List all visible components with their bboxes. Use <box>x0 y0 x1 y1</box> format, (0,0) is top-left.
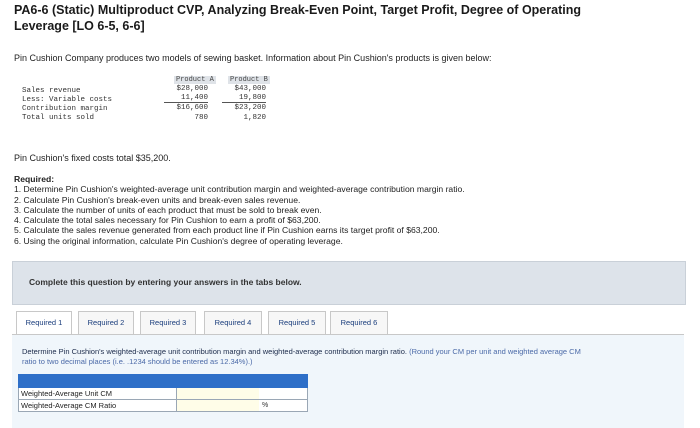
cell-a: 780 <box>194 114 208 122</box>
tab-required-5[interactable]: Required 5 <box>268 311 326 335</box>
fixed-costs-text: Pin Cushion's fixed costs total $35,200. <box>14 153 171 163</box>
product-a-header: Product A <box>176 76 214 84</box>
problem-title: PA6-6 (Static) Multiproduct CVP, Analyzing Break-Even Point, Target Profit, Degree of Operating Leverage [LO 6-5, 6-6] <box>14 3 581 33</box>
tab-required-3[interactable]: Required 3 <box>140 311 196 335</box>
banner-text: Complete this question by entering your answers in the tabs below. <box>29 277 302 287</box>
tab-required-1[interactable]: Required 1 <box>16 311 72 335</box>
financial-table <box>22 76 282 136</box>
row-label: Less: Variable costs <box>22 96 113 104</box>
requirement-item: 3. Calculate the number of units of each product that must be sold to break even. <box>14 204 322 215</box>
required-heading: Required: <box>14 174 55 184</box>
requirement-item: 5. Calculate the sales revenue generated from each product line if Pin Cushion earns its target profit of $63,200. <box>14 225 440 236</box>
cell-a: $28,000 <box>176 85 208 93</box>
answer-label: Weighted-Average CM Ratio <box>21 401 117 410</box>
tab-required-4[interactable]: Required 4 <box>204 311 262 335</box>
tab-instruction <box>22 347 582 367</box>
instruction-note: (Round your CM per unit and weighted average CM ratio to two decimal places (i.e. .1234 should be entered as 12.34%).) <box>22 347 581 366</box>
weighted-average-cm-ratio-input[interactable] <box>176 400 259 411</box>
requirement-item: 6. Using the original information, calculate Pin Cushion's degree of operating leverage. <box>14 235 343 246</box>
row-label: Total units sold <box>22 114 95 122</box>
cell-a: $16,600 <box>176 104 208 112</box>
answer-label: Weighted-Average Unit CM <box>21 389 113 398</box>
intro-text: Pin Cushion Company produces two models of sewing basket. Information about Pin Cushion's products is given below: <box>14 53 492 63</box>
cell-b: 1,820 <box>243 114 266 122</box>
product-b-header: Product B <box>230 76 268 84</box>
answer-unit: % <box>262 402 269 409</box>
cell-b: $23,200 <box>234 104 266 112</box>
tab-required-2[interactable]: Required 2 <box>78 311 134 335</box>
requirement-item: 2. Calculate Pin Cushion's break-even units and break-even sales revenue. <box>14 194 301 205</box>
cell-a: 11,400 <box>164 94 208 103</box>
answer-row <box>18 400 308 412</box>
answer-table-header <box>18 374 308 388</box>
tab-content-panel <box>12 334 684 428</box>
weighted-average-unit-cm-input[interactable] <box>176 388 259 399</box>
requirements-list <box>14 174 574 246</box>
answer-table <box>18 374 308 412</box>
answer-row <box>18 388 308 400</box>
cell-b: $43,000 <box>234 85 266 93</box>
tab-required-6[interactable]: Required 6 <box>330 311 388 335</box>
instruction-main: Determine Pin Cushion's weighted-average unit contribution margin and weighted-average contribution margin ratio. <box>22 347 407 356</box>
row-label: Contribution margin <box>22 105 108 113</box>
requirement-item: 1. Determine Pin Cushion's weighted-average unit contribution margin and weighted-average contribution margin ratio. <box>14 184 465 195</box>
requirement-item: 4. Calculate the total sales necessary for Pin Cushion to earn a profit of $63,200. <box>14 215 321 226</box>
cell-b: 19,800 <box>222 94 266 103</box>
instruction-banner <box>12 261 686 305</box>
row-label: Sales revenue <box>22 87 81 95</box>
